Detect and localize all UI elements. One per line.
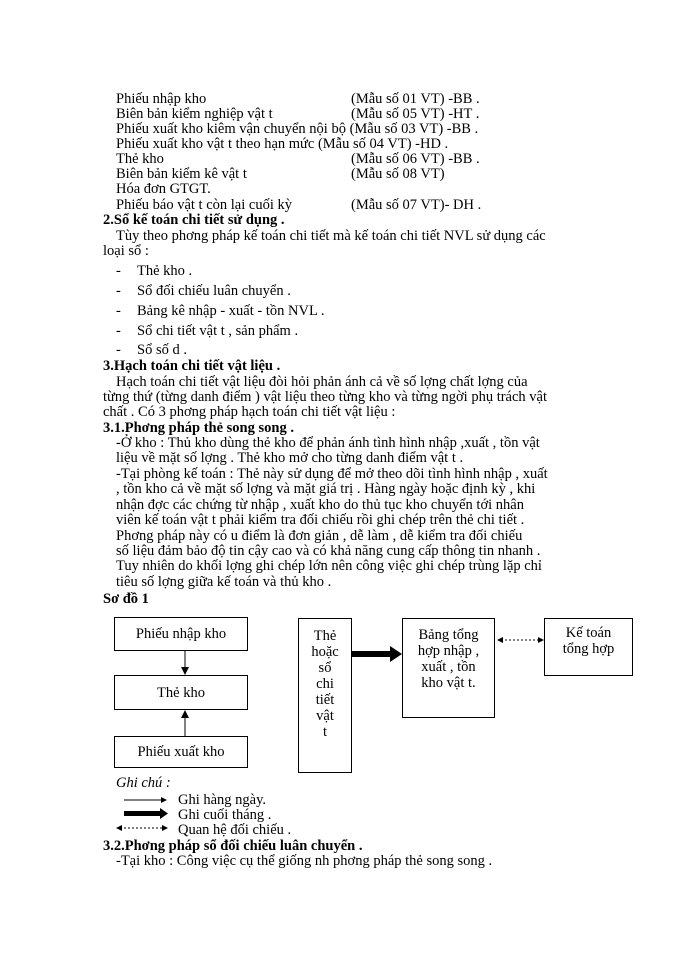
form-code: (Mẫu số 06 VT) -BB . [351, 151, 480, 167]
arrow-thick-body [352, 651, 394, 657]
kho-line: liệu về mặt số lợng . Thẻ kho mở cho từng danh điểm vật t . [116, 450, 464, 466]
ketoan-line: tiêu số lợng giữa kế toán và thủ kho . [116, 574, 332, 590]
ketoan-line: Phơng pháp này có u điểm là đơn giản , dễ làm , dễ kiểm tra đối chiếu [116, 528, 523, 544]
form-name: Biên bản kiểm nghiệp vật t [116, 106, 273, 122]
bullet-item: - Thẻ kho . [116, 263, 193, 279]
section-3-2-heading: 3.2.Phơng pháp sổ đối chiếu luân chuyển . [103, 838, 363, 854]
arrowhead [181, 667, 189, 675]
section-3-para-line: Hạch toán chi tiết vật liệu đòi hỏi phản ánh cả về số lợng chất lợng của [116, 374, 528, 390]
form-name: Thẻ kho [116, 151, 164, 167]
section-3-para-line: từng thứ (từng danh điểm ) vật liệu theo từng kho và từng ngời phụ trách vật [103, 389, 548, 405]
ketoan-line: , tồn kho cả về mặt số lợng và mặt giá trị . Hàng ngày hoặc định kỳ , khi [116, 481, 536, 497]
bullet-item: - Bảng kê nhập - xuất - tồn NVL . [116, 303, 325, 319]
legend-item: Ghi cuối tháng . [178, 807, 272, 823]
box-phieu-nhap-kho: Phiếu nhập kho [114, 617, 248, 651]
box-the-kho: Thẻ kho [114, 675, 248, 710]
legend-thick-arrow [124, 811, 162, 816]
form-name: Phiếu nhập kho [116, 91, 207, 107]
form-name: Phiếu báo vật t còn lại cuối kỳ [116, 197, 292, 213]
box-phieu-xuat-kho: Phiếu xuất kho [114, 736, 248, 768]
kho-line: -Ở kho : Thủ kho dùng thẻ kho để phản ánh tình hình nhập ,xuất , tồn vật [116, 435, 540, 451]
form-code: (Mẫu số 05 VT) -HT . [351, 106, 480, 122]
ketoan-line: Tuy nhiên do khối lợng ghi chép lớn nên công việc ghi chép trùng lặp chỉ [116, 558, 542, 574]
bullet-item: - Sổ đối chiếu luân chuyển . [116, 283, 291, 299]
section-2-intro: Tùy theo phơng pháp kế toán chi tiết mà kế toán chi tiết NVL sử dụng các [116, 228, 546, 244]
legend-title: Ghi chú : [116, 775, 171, 791]
section-2-heading: 2.Sổ kế toán chi tiết sử dụng . [103, 212, 285, 228]
form-code: (Mẫu số 08 VT) [351, 166, 445, 182]
section-3-heading: 3.Hạch toán chi tiết vật liệu . [103, 358, 281, 374]
arrowhead [497, 637, 503, 643]
form-code: (Mẫu số 07 VT)- DH . [351, 197, 482, 213]
arrowhead [390, 646, 402, 662]
ketoan-line: -Tại phòng kế toán : Thẻ này sử dụng để mở theo dõi tình hình nhập , xuất [116, 466, 548, 482]
section-3-para-line: chất . Có 3 phơng pháp hạch toán chi tiết vật liệu : [103, 404, 396, 420]
form-name: Biên bản kiểm kê vật t [116, 166, 247, 182]
box-the-hoac-so-chi-tiet: Thẻ hoặc sổ chi tiết vật t [298, 618, 352, 773]
section-3-2-line: -Tại kho : Công việc cụ thể giống nh phơng pháp thẻ song song . [116, 853, 493, 869]
ketoan-line: viên kế toán vật t phải kiểm tra đối chiếu rồi ghi chép trên thẻ chi tiết . [116, 512, 525, 528]
bullet-item: - Sổ chi tiết vật t , sản phẩm . [116, 323, 299, 339]
arrowhead [181, 710, 189, 718]
section-3-1-heading: 3.1.Phơng pháp thẻ song song . [103, 420, 294, 436]
box-ke-toan-tong-hop: Kế toán tổng hợp [544, 618, 633, 676]
legend-item: Ghi hàng ngày. [178, 792, 267, 808]
box-bang-tong-hop: Bảng tổng hợp nhập , xuất , tồn kho vật t. [402, 618, 495, 718]
form-code: (Mẫu số 01 VT) -BB . [351, 91, 480, 107]
diagram-title: Sơ đồ 1 [103, 591, 149, 607]
form-row-7: Hóa đơn GTGT. [116, 181, 211, 197]
legend-item: Quan hệ đối chiếu . [178, 822, 292, 838]
ketoan-line: số liệu đảm bảo độ tin cậy cao và có khả năng cung cấp thông tin nhanh . [116, 543, 541, 559]
section-2-intro-cont: loại sổ : [103, 243, 149, 259]
ketoan-line: nhận đợc các chứng từ nhập , xuất kho do thủ tục kho chuyển tới nhân [116, 497, 524, 513]
form-row-3: Phiếu xuất kho kiêm vận chuyển nội bộ (Mẫu số 03 VT) -BB . [116, 121, 479, 137]
bullet-item: - Sổ số d . [116, 342, 187, 358]
form-row-4: Phiếu xuất kho vật t theo hạn mức (Mẫu số 04 VT) -HD . [116, 136, 449, 152]
